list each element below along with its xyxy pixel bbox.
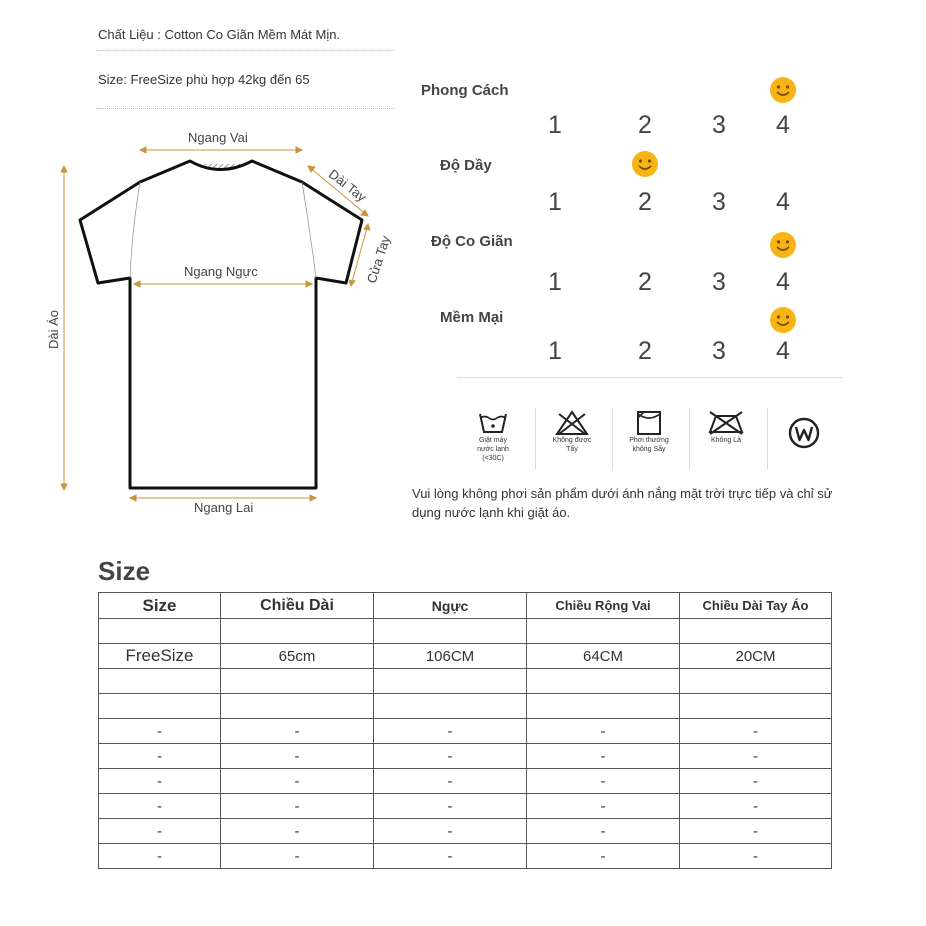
table-cell: 20CM xyxy=(680,644,832,669)
table-cell xyxy=(221,669,374,694)
care-text: nước lạnh xyxy=(477,446,509,453)
rating-scale-1: 1 xyxy=(548,337,562,365)
table-cell: - xyxy=(99,744,221,769)
table-cell: - xyxy=(527,744,680,769)
table-row xyxy=(99,769,832,794)
table-header-row xyxy=(99,593,832,619)
rating-scale-3: 3 xyxy=(712,268,726,296)
table-cell: - xyxy=(374,769,527,794)
table-cell: FreeSize xyxy=(99,644,221,669)
rating-scale-3: 3 xyxy=(712,111,726,139)
table-cell: - xyxy=(680,844,832,869)
size-table xyxy=(98,592,832,869)
table-cell: - xyxy=(374,819,527,844)
table-cell xyxy=(221,619,374,644)
table-cell: - xyxy=(527,794,680,819)
table-cell: - xyxy=(221,769,374,794)
wet-clean-icon xyxy=(787,416,821,450)
care-text: không Sấy xyxy=(632,446,666,453)
care-text: Tẩy xyxy=(566,446,578,453)
care-text: (<30C) xyxy=(482,455,504,462)
table-row xyxy=(99,844,832,869)
table-cell: - xyxy=(527,844,680,869)
hem-label: Ngang Lai xyxy=(194,500,254,515)
divider xyxy=(96,50,394,51)
care-text: Giặt máy xyxy=(478,437,507,444)
table-cell: - xyxy=(527,769,680,794)
table-cell xyxy=(680,694,832,719)
care-instructions xyxy=(457,377,843,472)
table-cell: - xyxy=(680,819,832,844)
care-item xyxy=(689,408,762,470)
table-cell: - xyxy=(374,719,527,744)
care-item xyxy=(612,408,685,470)
table-cell: - xyxy=(99,794,221,819)
table-cell xyxy=(99,669,221,694)
table-cell: 64CM xyxy=(527,644,680,669)
table-cell xyxy=(374,669,527,694)
column-header: Ngực xyxy=(374,593,527,619)
dry-shade-icon xyxy=(632,410,666,436)
wash-cold-icon xyxy=(476,410,510,436)
table-cell: - xyxy=(99,819,221,844)
chest-label: Ngang Ngực xyxy=(184,264,258,279)
table-cell: - xyxy=(221,819,374,844)
rating-scale-3: 3 xyxy=(712,337,726,365)
table-cell xyxy=(680,669,832,694)
care-text: Phơi thường xyxy=(629,437,669,444)
rating-scale-3: 3 xyxy=(712,188,726,216)
material-info: Chất Liệu : Cotton Co Giãn Mềm Mát Mịn. xyxy=(98,27,341,42)
rating-scale-4: 4 xyxy=(776,188,790,216)
rating-label: Phong Cách xyxy=(421,82,509,99)
divider xyxy=(96,108,394,109)
table-cell xyxy=(99,694,221,719)
length-label: Dài Áo xyxy=(46,309,62,350)
table-cell: - xyxy=(374,844,527,869)
care-item xyxy=(457,408,529,470)
sleeve-opening-label: Cửa Tay xyxy=(363,233,394,286)
rating-scale-1: 1 xyxy=(548,111,562,139)
column-header: Chiều Dài xyxy=(221,593,374,619)
rating-scale-1: 1 xyxy=(548,188,562,216)
table-row xyxy=(99,719,832,744)
no-bleach-icon xyxy=(555,410,589,436)
table-cell: - xyxy=(221,844,374,869)
table-cell: - xyxy=(680,794,832,819)
rating-scale-2: 2 xyxy=(638,268,652,296)
sleeve-length-label: Dài Tay xyxy=(325,166,370,205)
smiley-rating-icon xyxy=(769,231,797,259)
table-row xyxy=(99,619,832,644)
rating-scale-1: 1 xyxy=(548,268,562,296)
table-cell: - xyxy=(680,719,832,744)
care-item xyxy=(535,408,608,470)
care-note: Vui lòng không phơi sản phẩm dưới ánh nắng mặt trời trực tiếp và chỉ sử dụng nước lạnh khi giặt áo. xyxy=(412,486,833,520)
size-heading: Size xyxy=(98,556,151,586)
table-cell xyxy=(680,619,832,644)
table-row xyxy=(99,744,832,769)
table-cell xyxy=(527,694,680,719)
table-cell: - xyxy=(680,769,832,794)
rating-scale-4: 4 xyxy=(776,111,790,139)
table-cell xyxy=(99,619,221,644)
care-item xyxy=(767,408,840,470)
table-cell xyxy=(374,619,527,644)
rating-label: Mềm Mại xyxy=(440,309,504,326)
table-cell xyxy=(374,694,527,719)
rating-label: Độ Co Giãn xyxy=(431,233,513,250)
shoulder-label: Ngang Vai xyxy=(188,130,248,145)
table-cell xyxy=(221,694,374,719)
rating-scale-4: 4 xyxy=(776,268,790,296)
column-header: Chiều Dài Tay Áo xyxy=(680,593,832,619)
column-header: Size xyxy=(99,593,221,619)
care-text: Không Là xyxy=(711,437,741,444)
table-row xyxy=(99,794,832,819)
tshirt-diagram xyxy=(40,120,400,520)
smiley-rating-icon xyxy=(769,306,797,334)
rating-scale-2: 2 xyxy=(638,188,652,216)
smiley-rating-icon xyxy=(769,76,797,104)
table-cell: - xyxy=(527,819,680,844)
table-cell: - xyxy=(221,719,374,744)
column-header: Chiều Rộng Vai xyxy=(527,593,680,619)
smiley-rating-icon xyxy=(631,150,659,178)
table-cell: - xyxy=(374,794,527,819)
table-cell: - xyxy=(99,769,221,794)
rating-scale-2: 2 xyxy=(638,111,652,139)
table-cell: - xyxy=(221,794,374,819)
care-text: Không được xyxy=(552,437,592,444)
rating-label: Độ Dầy xyxy=(440,157,492,174)
table-cell: - xyxy=(680,744,832,769)
rating-scale-2: 2 xyxy=(638,337,652,365)
table-row xyxy=(99,669,832,694)
table-cell: - xyxy=(527,719,680,744)
table-row xyxy=(99,644,832,669)
table-cell: - xyxy=(374,744,527,769)
table-cell xyxy=(527,669,680,694)
table-cell: - xyxy=(99,844,221,869)
table-cell: 65cm xyxy=(221,644,374,669)
table-row xyxy=(99,694,832,719)
no-iron-icon xyxy=(706,410,746,436)
table-cell xyxy=(527,619,680,644)
size-info: Size: FreeSize phù hợp 42kg đến 65 xyxy=(98,72,310,87)
table-cell: - xyxy=(99,719,221,744)
rating-scale-4: 4 xyxy=(776,337,790,365)
table-cell: - xyxy=(221,744,374,769)
table-row xyxy=(99,819,832,844)
table-cell: 106CM xyxy=(374,644,527,669)
